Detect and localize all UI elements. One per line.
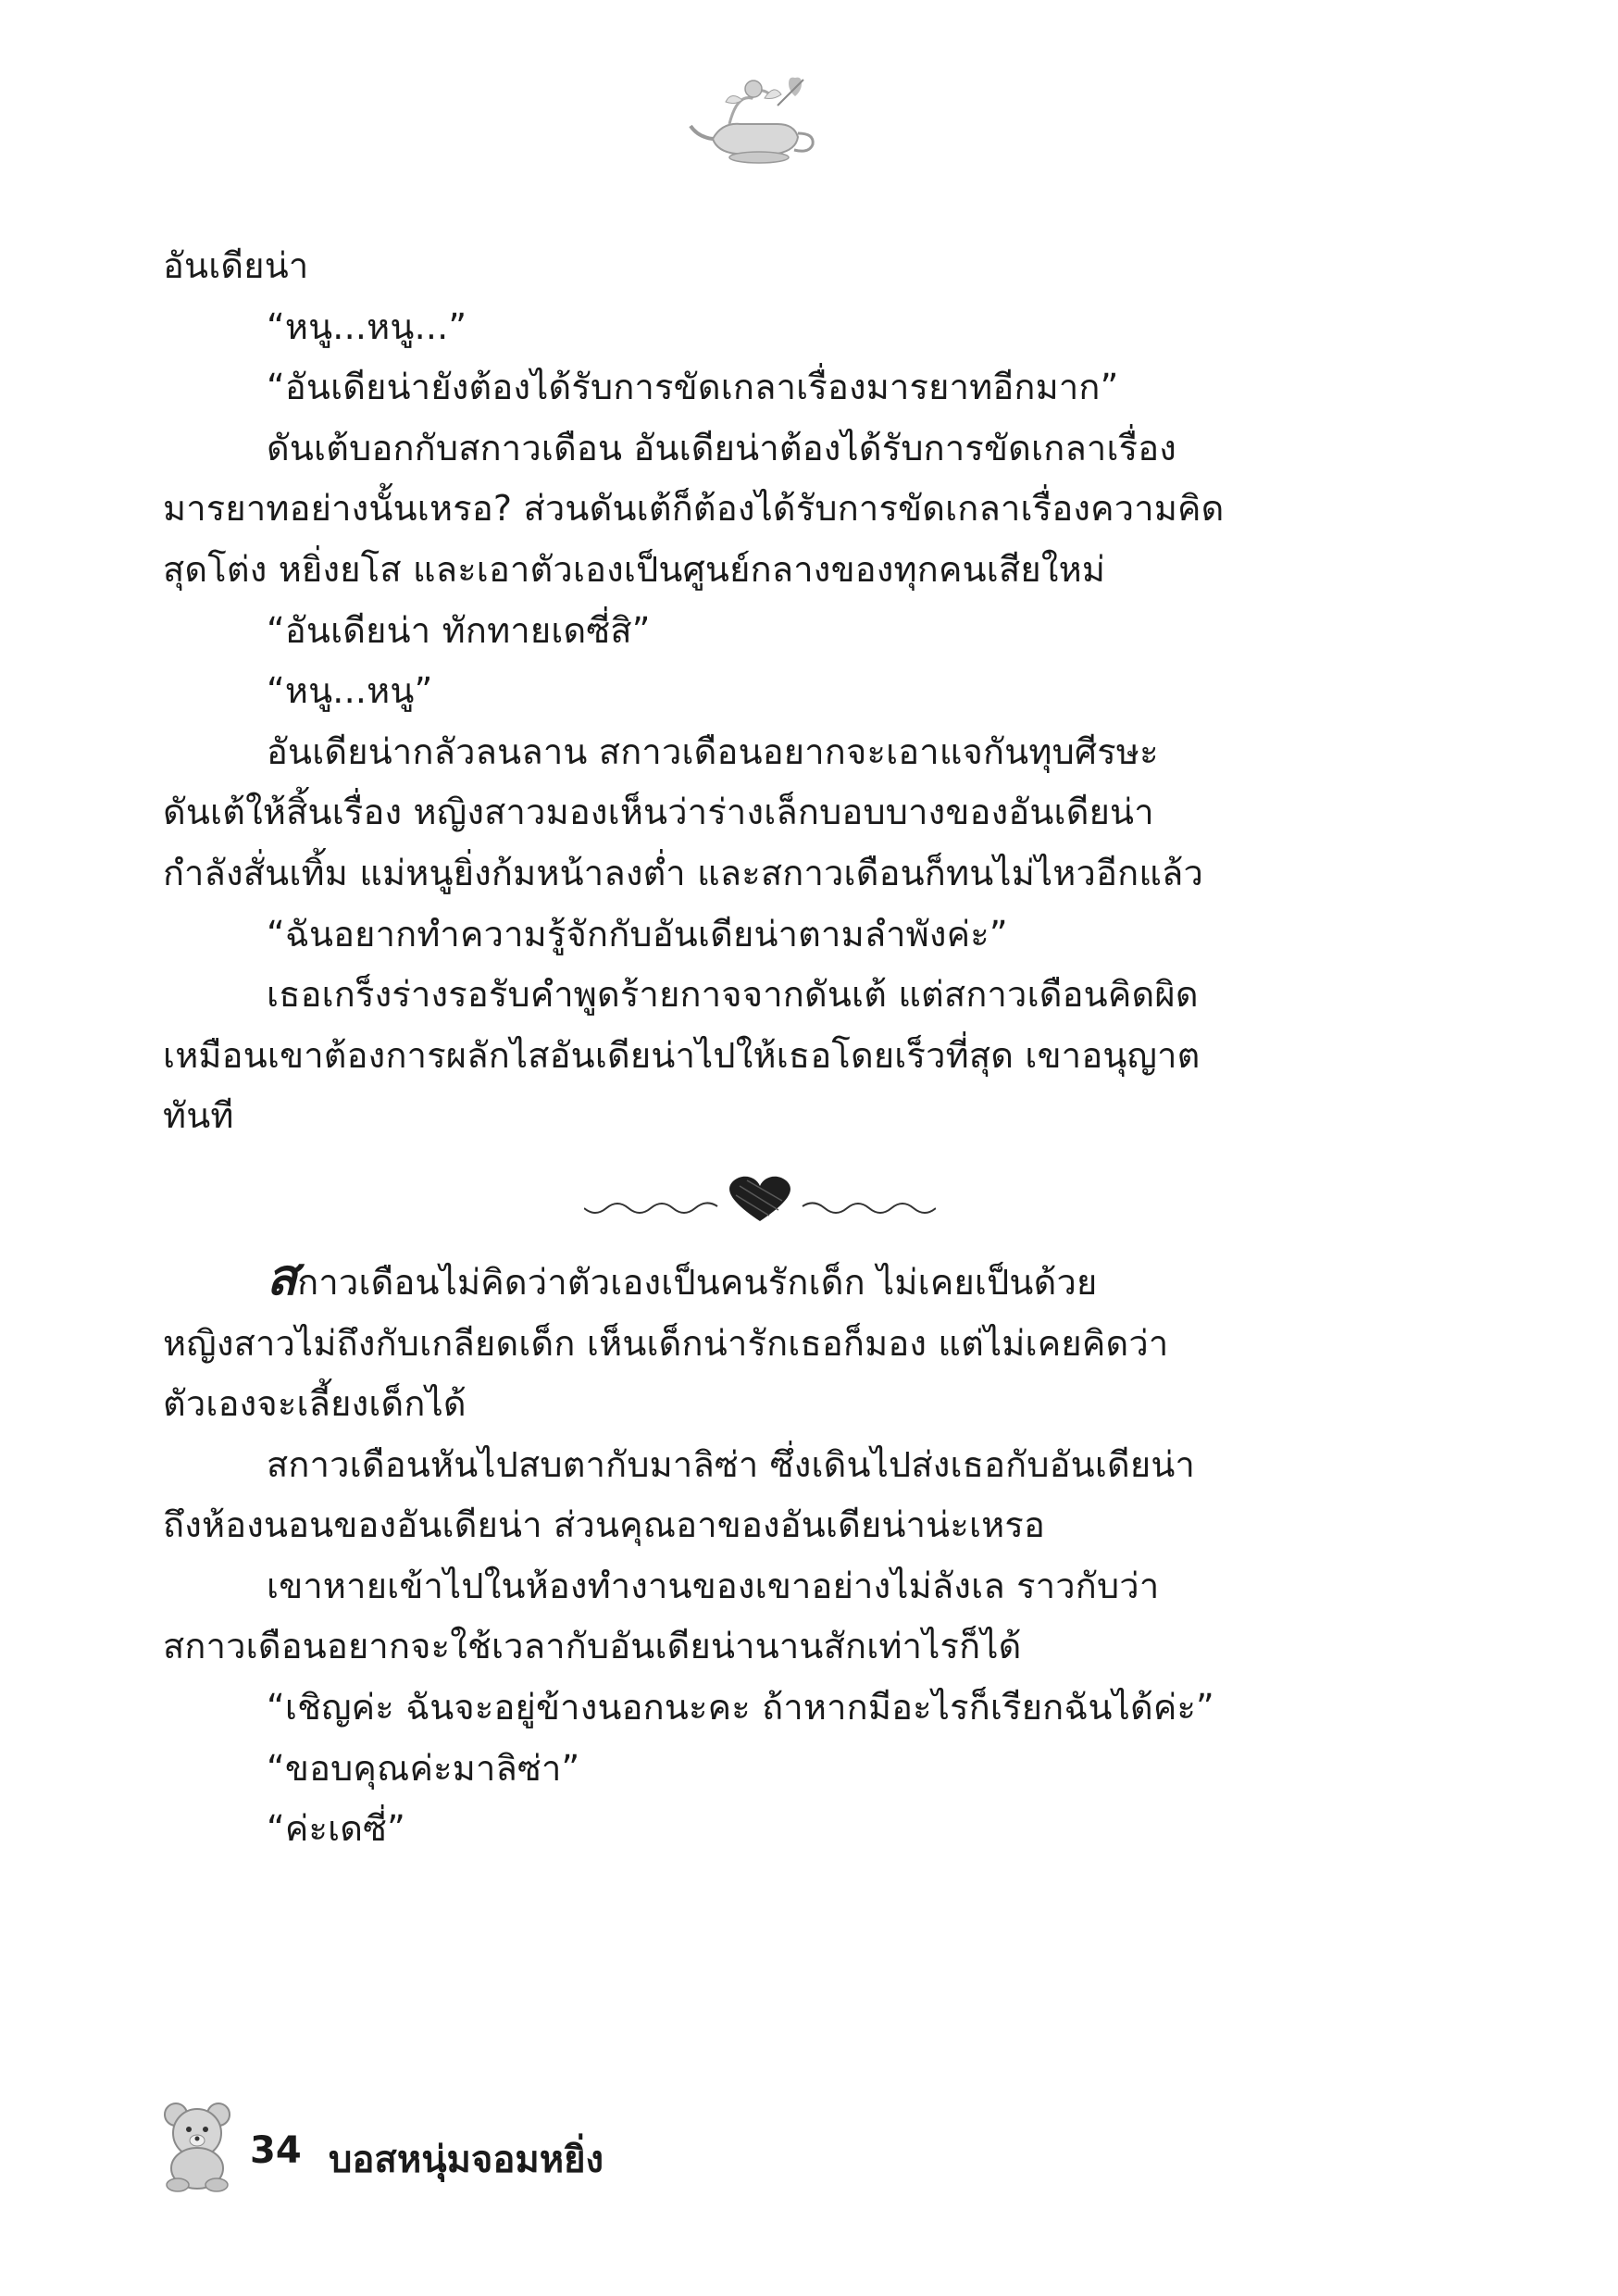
book-title: บอสหนุ่มจอมหยิ่ง <box>329 2139 604 2181</box>
text-line: อันเดียน่ากลัวลนลาน สกาวเดือนอยากจะเอาแจกันทุบศีรษะ <box>267 730 1159 772</box>
text-line: มารยาทอย่างนั้นเหรอ? ส่วนดันเต้ก็ต้องได้รับการขัดเกลาเรื่องความคิด <box>163 488 1225 530</box>
text-line: “ค่ะเดซี่” <box>267 1808 406 1850</box>
text-line: สกาวเดือนหันไปสบตากับมาลิซ่า ซึ่งเดินไปส่งเธอกับอันเดียน่า <box>267 1443 1196 1485</box>
text-line: เธอเกร็งร่างรอรับคำพูดร้ายกาจจากดันเต้ แต่สกาวเดือนคิดผิด <box>267 974 1199 1016</box>
text-line: หญิงสาวไม่ถึงกับเกลียดเด็ก เห็นเด็กน่ารักเธอก็มอง แต่ไม่เคยคิดว่า <box>163 1322 1169 1364</box>
teddy-bear-icon <box>157 2100 241 2192</box>
story-text <box>163 236 1366 1860</box>
text-line: ตัวเองจะเลี้ยงเด็กได้ <box>163 1383 467 1425</box>
page-footer <box>157 2100 805 2202</box>
text-line: “อันเดียน่ายังต้องได้รับการขัดเกลาเรื่องมารยาทอีกมาก” <box>267 367 1119 408</box>
text-line: สุดโต่ง หยิ่งยโส และเอาตัวเองเป็นศูนย์กลางของทุกคนเสียใหม่ <box>163 548 1106 590</box>
text-line: “อันเดียน่า ทักทายเดซี่สิ” <box>267 609 651 651</box>
text-line: “เชิญค่ะ ฉันจะอยู่ข้างนอกนะคะ ถ้าหากมีอะไรก็เรียกฉันได้ค่ะ” <box>267 1687 1214 1728</box>
section-divider <box>163 1147 1366 1247</box>
text-line: อันเดียน่า <box>163 245 309 286</box>
drop-cap: ส <box>267 1247 298 1306</box>
text-line: ดันเต้ให้สิ้นเรื่อง หญิงสาวมองเห็นว่าร่างเล็กบอบบางของอันเดียน่า <box>163 792 1154 833</box>
teapot-cupid-ornament-icon <box>685 57 824 178</box>
text-line: กำลังสั่นเทิ้ม แม่หนูยิ่งก้มหน้าลงต่ำ และสกาวเดือนก็ทนไม่ไหวอีกแล้ว <box>163 852 1204 893</box>
text-line: “หนู...หนู” <box>267 670 433 712</box>
text-line <box>163 1247 1366 1314</box>
text-line: ถึงห้องนอนของอันเดียน่า ส่วนคุณอาของอันเดียน่าน่ะเหรอ <box>163 1504 1046 1546</box>
text-line: “ฉันอยากทำความรู้จักกับอันเดียน่าตามลำพังค่ะ” <box>267 913 1008 955</box>
page-number: 34 <box>250 2129 302 2172</box>
text-line: สกาวเดือนอยากจะใช้เวลากับอันเดียน่านานสักเท่าไรก็ได้ <box>163 1626 1022 1667</box>
text-line-rest: กาวเดือนไม่คิดว่าตัวเองเป็นคนรักเด็ก ไม่เคยเป็นด้วย <box>297 1261 1098 1303</box>
text-line: “ขอบคุณค่ะมาลิซ่า” <box>267 1747 580 1789</box>
text-line: เขาหายเข้าไปในห้องทำงานของเขาอย่างไม่ลังเล ราวกับว่า <box>267 1565 1160 1606</box>
text-line: ดันเต้บอกกับสกาวเดือน อันเดียน่าต้องได้รับการขัดเกลาเรื่อง <box>267 427 1177 468</box>
text-line: “หนู...หนู...” <box>267 306 467 347</box>
text-line: เหมือนเขาต้องการผลักไสอันเดียน่าไปให้เธอโดยเร็วที่สุด เขาอนุญาต <box>163 1034 1201 1076</box>
text-line: ทันที <box>163 1095 234 1137</box>
heart-flourish-icon <box>584 1173 936 1229</box>
